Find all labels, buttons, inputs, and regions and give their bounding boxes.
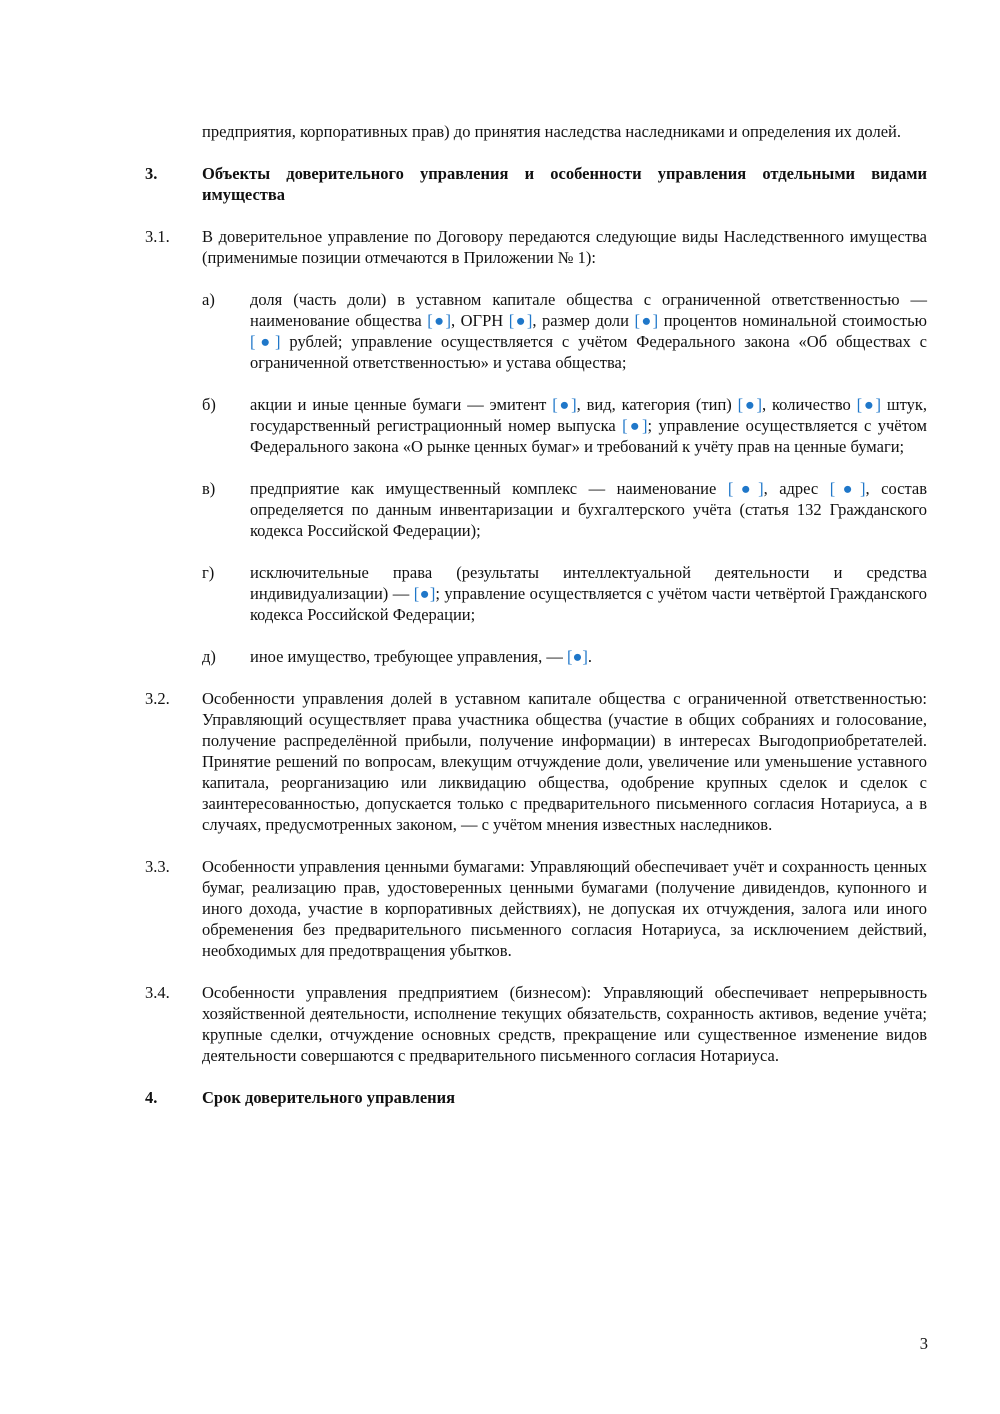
list-item-d <box>145 646 927 667</box>
clause-3-1 <box>145 226 927 268</box>
placeholder-mark: [●] <box>413 584 436 603</box>
section-3-heading <box>145 163 927 205</box>
section-title: Срок доверительного управления <box>202 1088 456 1107</box>
clause-3-2 <box>145 688 927 835</box>
clause-text: Особенности управления долей в уставном капитале общества с ограниченной ответственностью: Управляющий осуществляет права участника общества (участие в общих собраниях и голосование, получение распределённой прибыли, получение информации) в интересах Выгодоприобретателей. Принятие решений по вопросам, влекущим отчуждение доли, увеличение или уменьшение уставного капитала, реорганизацию или ликвидацию общества, одобрение крупных сделок и сделок с заинтересованностью, допускается только с предварительного письменного согласия Нотариуса, а в случаях, предусмотренных законом, — с учётом мнения известных наследников. <box>202 689 927 834</box>
item-text: иное имущество, требующее управления, — [●]. <box>250 647 593 666</box>
placeholder-mark: [●] <box>250 332 281 351</box>
clause-number: 3.3. <box>145 857 170 876</box>
section-4-heading <box>145 1087 927 1108</box>
item-text: исключительные права (результаты интеллектуальной деятельности и средства индивидуализации) — [●]; управление осуществляется с учётом части четвёртой Гражданского кодекса Российской Федерации; <box>250 563 927 624</box>
item-text: акции и иные ценные бумаги — эмитент [●], вид, категория (тип) [●], количество [●] штук, государственный регистрационный номер выпуска [●]; управление осуществляется с учётом Федерального закона «О рынке ценных бумаг» и требований к учёту прав на ценные бумаги; <box>250 395 927 456</box>
placeholder-mark: [●] <box>508 311 533 330</box>
clause-number: 3.4. <box>145 983 170 1002</box>
item-text: предприятие как имущественный комплекс — наименование [●], адрес [●], состав определяется по данным инвентаризации и бухгалтерского учёта (статья 132 Гражданского кодекса Российской Федерации); <box>250 479 927 540</box>
clause-text: Особенности управления ценными бумагами: Управляющий обеспечивает учёт и сохранность ценных бумаг, реализацию прав, удостоверенных ценными бумагами (получение дивидендов, купонного и иного дохода, участие в корпоративных действиях), не допуская их отчуждения, залога или иного обременения без предварительного письменного согласия Нотариуса, за исключением действий, необходимых для предотвращения убытков. <box>202 857 927 960</box>
clause-3-3 <box>145 856 927 961</box>
placeholder-mark: [●] <box>552 395 577 414</box>
list-item-g <box>145 562 927 625</box>
item-text: доля (часть доли) в уставном капитале общества с ограниченной ответственностью — наименование общества [●], ОГРН [●], размер доли [●] процентов номинальной стоимостью [●] рублей; управление осуществляется с учётом Федерального закона «Об обществах с ограниченной ответственностью» и устава общества; <box>250 290 927 372</box>
placeholder-mark: [●] <box>829 479 866 498</box>
list-item-a <box>145 289 927 373</box>
section-number: 3. <box>145 164 158 183</box>
placeholder-mark: [●] <box>634 311 659 330</box>
section-title: Объекты доверительного управления и особенности управления отдельными видами имущества <box>202 164 927 204</box>
placeholder-mark: [●] <box>427 311 451 330</box>
clause-number: 3.1. <box>145 227 170 246</box>
item-label: д) <box>202 647 216 666</box>
list-item-b <box>145 394 927 457</box>
clause-text: В доверительное управление по Договору передаются следующие виды Наследственного имущества (применимые позиции отмечаются в Приложении № 1): <box>202 227 927 267</box>
placeholder-mark: [●] <box>856 395 882 414</box>
item-label: г) <box>202 563 215 582</box>
intro-continuation: предприятия, корпоративных прав) до принятия наследства наследниками и определения их долей. <box>202 122 901 141</box>
page-content <box>145 121 927 1108</box>
list-item-v <box>145 478 927 541</box>
placeholder-mark: [●] <box>566 647 588 666</box>
item-label: б) <box>202 395 216 414</box>
clause-number: 3.2. <box>145 689 170 708</box>
placeholder-mark: [●] <box>727 479 764 498</box>
clause-text: Особенности управления предприятием (бизнесом): Управляющий обеспечивает непрерывность хозяйственной деятельности, исполнение текущих обязательств, сохранность активов, ведение учёта; крупные сделки, отчуждение основных средств, прекращение или существенное изменение видов деятельности совершаются с предварительного письменного согласия Нотариуса. <box>202 983 927 1065</box>
section-number: 4. <box>145 1088 158 1107</box>
item-label: а) <box>202 290 215 309</box>
placeholder-mark: [●] <box>737 395 763 414</box>
placeholder-mark: [●] <box>622 416 648 435</box>
page-number: 3 <box>919 1334 928 1353</box>
item-label: в) <box>202 479 216 498</box>
clause-3-4 <box>145 982 927 1066</box>
